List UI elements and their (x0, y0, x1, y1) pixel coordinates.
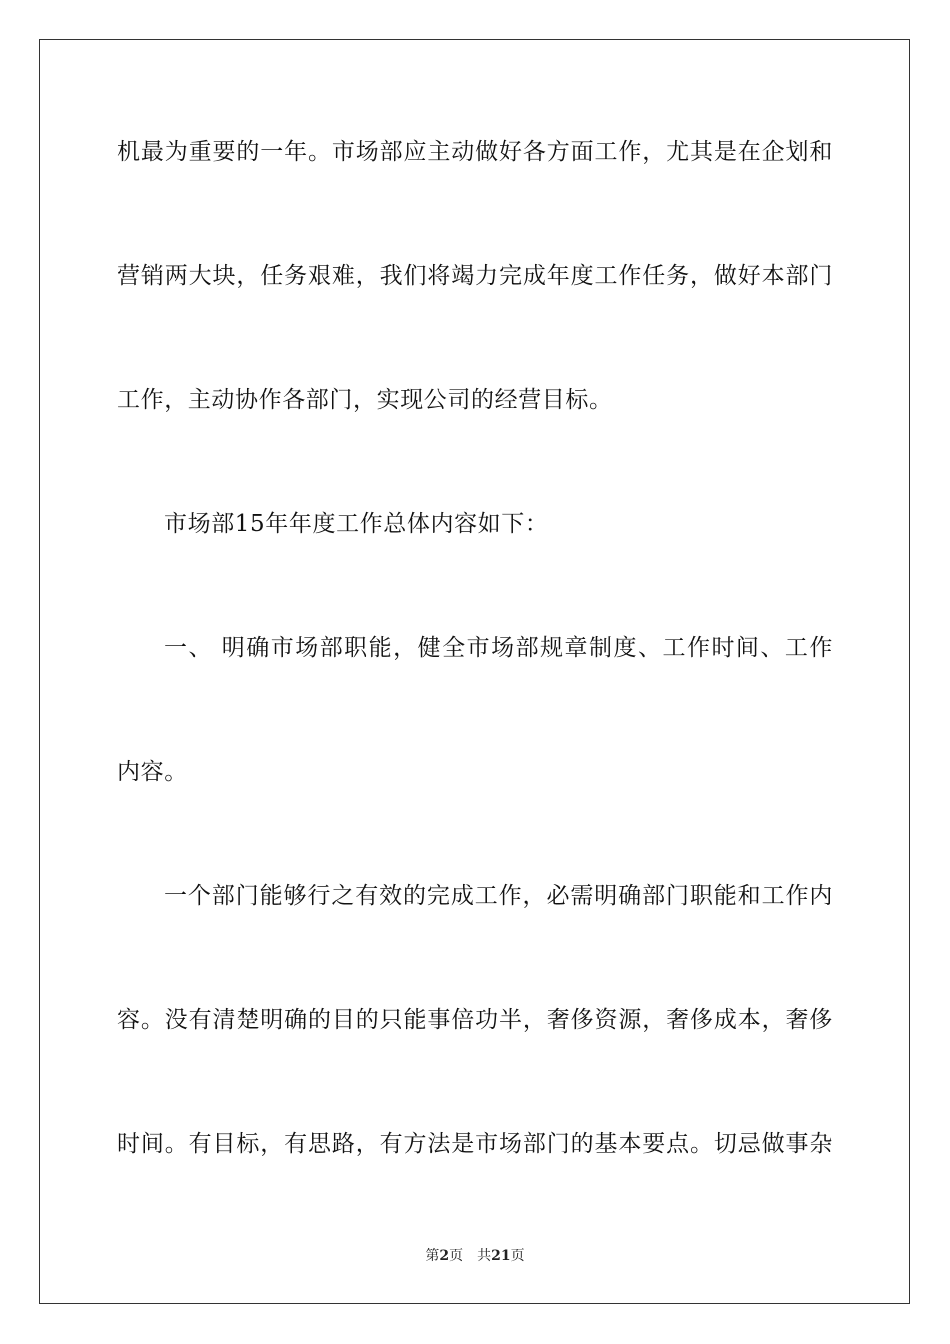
footer-page-prefix: 第 (425, 1248, 440, 1264)
paragraph-line-9: 时间。有目标，有思路，有方法是市场部门的基本要点。切忌做事杂 (117, 1131, 833, 1157)
footer-total-suffix: 页 (510, 1248, 525, 1264)
paragraph-line-1: 机最为重要的一年。市场部应主动做好各方面工作，尤其是在企划和 (117, 139, 833, 165)
paragraph-line-2: 营销两大块，任务艰难，我们将竭力完成年度工作任务，做好本部门 (117, 263, 833, 289)
footer-page-number: 2 (439, 1248, 450, 1264)
section-intro: 市场部15年年度工作总体内容如下： (164, 511, 549, 537)
section-heading-1-cont: 内容。 (117, 759, 188, 785)
paragraph-line-7: 一个部门能够行之有效的完成工作，必需明确部门职能和工作内 (164, 883, 833, 909)
section-heading-1: 一、 明确市场部职能，健全市场部规章制度、工作时间、工作 (164, 635, 833, 661)
page-footer (0, 1247, 950, 1265)
paragraph-line-8: 容。没有清楚明确的目的只能事倍功半，奢侈资源，奢侈成本，奢侈 (117, 1007, 833, 1033)
footer-total-pages: 21 (491, 1248, 511, 1264)
footer-page-suffix: 页 (449, 1248, 464, 1264)
footer-total-prefix: 共 (477, 1248, 492, 1264)
page-border (39, 39, 910, 1304)
paragraph-line-3: 工作，主动协作各部门，实现公司的经营目标。 (117, 387, 613, 413)
